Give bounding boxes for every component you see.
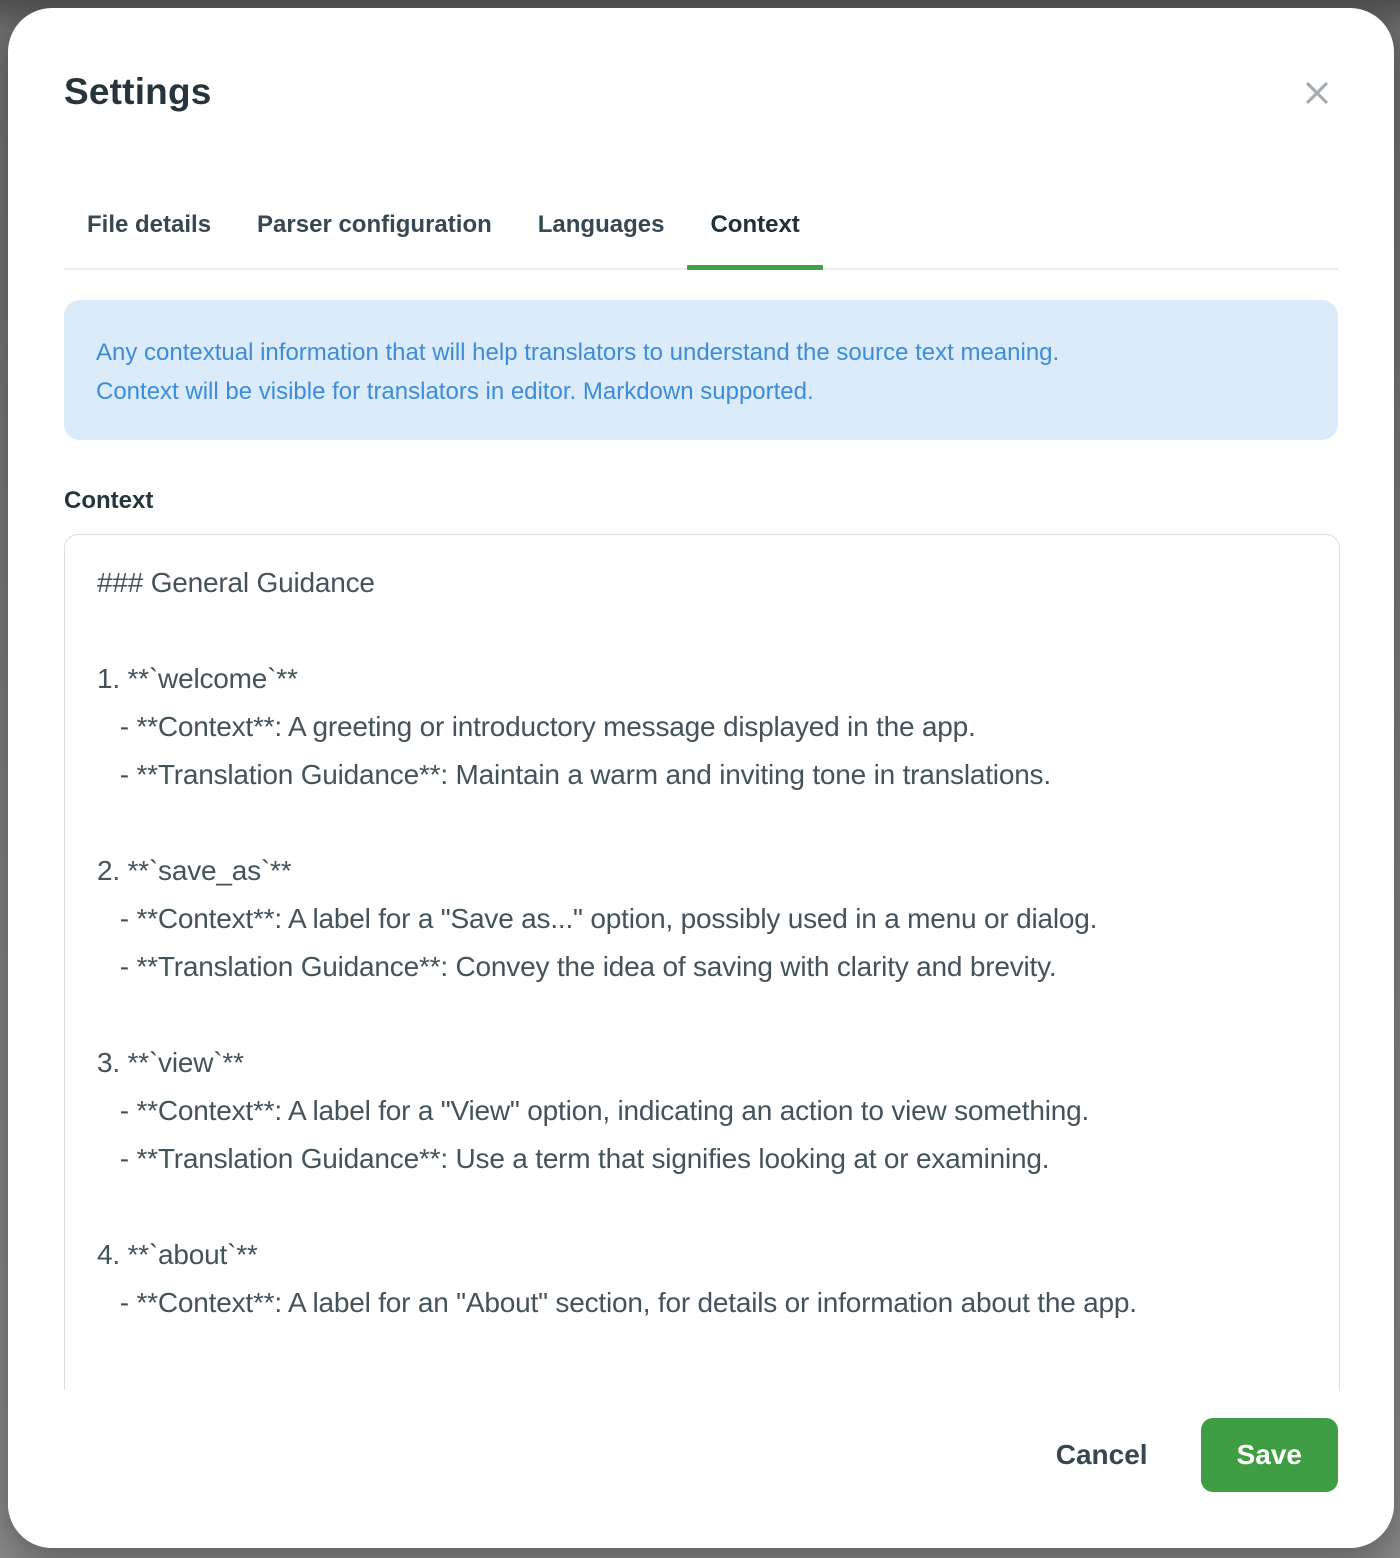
cancel-button[interactable]: Cancel: [1055, 1439, 1148, 1470]
close-button[interactable]: [1296, 72, 1338, 114]
tab-file-details[interactable]: [64, 210, 234, 268]
settings-dialog: [8, 8, 1394, 1548]
tab-label: Context: [710, 211, 800, 238]
tab-label: Languages: [537, 211, 665, 238]
dialog-footer: [8, 1390, 1394, 1548]
tab-context[interactable]: [687, 210, 822, 268]
save-button[interactable]: Save: [1201, 1418, 1338, 1492]
dialog-body: [8, 8, 1394, 1548]
close-icon: [1300, 98, 1334, 113]
tab-languages[interactable]: [515, 210, 688, 268]
banner-line: Context will be visible for translators in editor. Markdown supported.: [96, 378, 814, 405]
banner-line: Any contextual information that will help translators to understand the source text meaning.: [96, 339, 1060, 366]
dialog-header: [64, 70, 1338, 114]
page-title: Settings: [64, 71, 212, 112]
tab-label: Parser configuration: [257, 211, 492, 238]
tab-bar: [64, 210, 1338, 270]
context-field-label: Context: [64, 487, 154, 514]
tab-label: File details: [87, 211, 212, 238]
tab-parser-configuration[interactable]: [234, 210, 515, 268]
context-info-banner: [64, 300, 1338, 440]
